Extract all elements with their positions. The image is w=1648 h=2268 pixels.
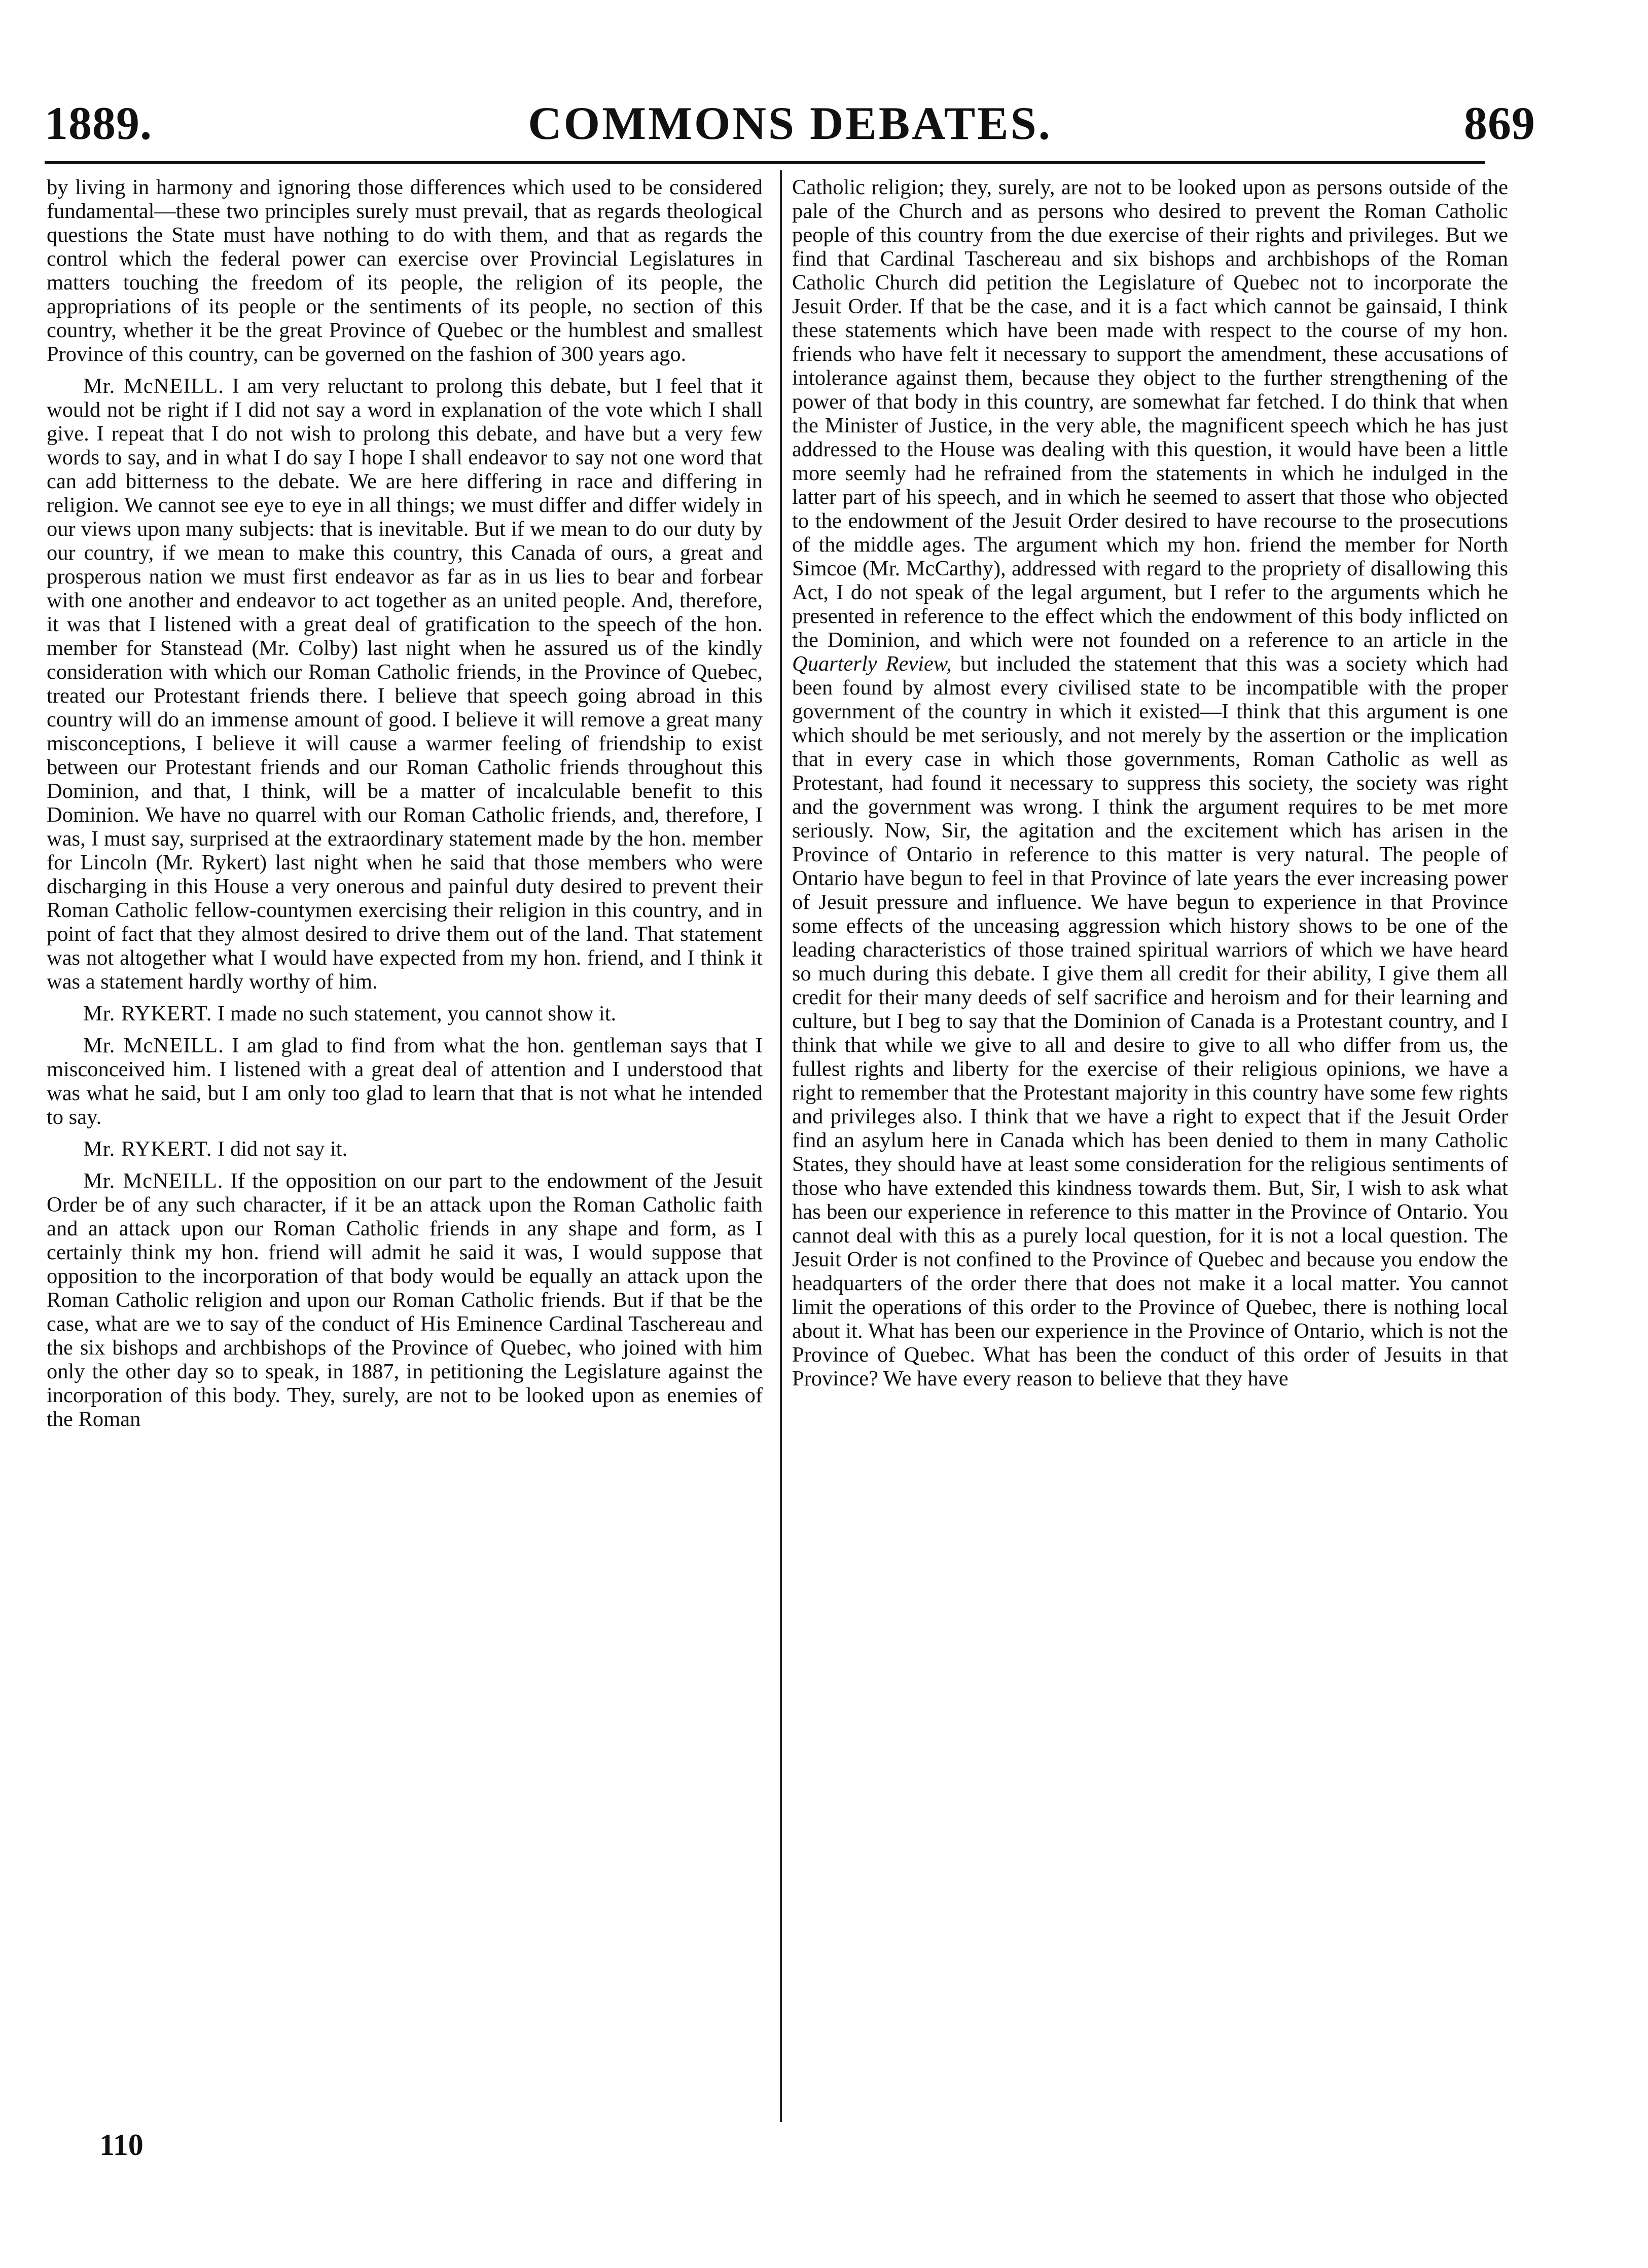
speaker-name: Mr. McNEILL. — [83, 1169, 224, 1193]
speech-mcneill-2 — [47, 1034, 763, 1129]
column-divider — [780, 170, 782, 2122]
signature-mark: 110 — [99, 2128, 144, 2162]
speech-text: I am glad to find from what the hon. gentleman says that I misconceived him. I listened with a great deal of attention and I understood that was what he said, but I am only too glad to learn that that is not what he intended to say. — [47, 1034, 763, 1129]
journal-title: Quarterly Review, — [792, 652, 952, 676]
paragraph-continuation — [792, 175, 1508, 1391]
speech-text: I did not say it. — [218, 1137, 348, 1161]
speech-text: I made no such statement, you cannot show it. — [218, 1002, 617, 1026]
paragraph-text: Catholic religion; they, surely, are not to be looked upon as persons outside of the pale of the Church and as persons who desired to prevent the Roman Catholic people of this country from the due exercise of their rights and privileges. But we find that Cardinal Taschereau and six bishops and archbishops of the Roman Catholic Church did petition the Legislature of Quebec not to incorporate the Jesuit Order. If that be the case, and it is a fact which cannot be gainsaid, I think these statements which have been made with respect to the course of my hon. friends who have felt it necessary to support the amendment, these accusations of intolerance against them, because they object to the further strengthening of the power of that body in this country, are somewhat far fetched. I do think that when the Minister of Justice, in the very able, the magnificent speech which he has just addressed to the House was dealing with this question, it would have been a little more seemly had he refrained from the statements in which he indulged in the latter part of his speech, and in which he seemed to assert that those who objected to the endowment of the Jesuit Order desired to have recourse to the prosecutions of the middle ages. The argument which my hon. friend the member for North Simcoe (Mr. McCarthy), addressed with regard to the propriety of disallowing this Act, I do not speak of the legal argument, but I refer to the arguments which he presented in reference to the effect which the endowment of this body inflicted on the Dominion, and which were not founded on a reference to an article in the — [792, 175, 1508, 652]
speaker-name: Mr. McNEILL. — [83, 1034, 224, 1057]
speaker-name: Mr. RYKERT. — [83, 1137, 212, 1161]
right-column — [792, 175, 1508, 2122]
speech-mcneill-1 — [47, 374, 763, 994]
speech-text: If the opposition on our part to the endowment of the Jesuit Order be of any such character, if it be an attack upon the Roman Catholic faith and an attack upon our Roman Catholic friends in any shape and form, as I certainly think my hon. friend will admit he said it was, I would suppose that opposition to the incorporation of that body would be equally an attack upon the Roman Catholic religion and upon our Roman Catholic friends. But if that be the case, what are we to say of the conduct of His Eminence Cardinal Taschereau and the six bishops and archbishops of the Province of Quebec, who joined with him only the other day so to speak, in 1887, in petitioning the Legislature against the incorporation of this body. They, surely, are not to be looked upon as enemies of the Roman — [47, 1169, 763, 1431]
header-year: 1889. — [45, 97, 152, 149]
running-title: COMMONS DEBATES. — [528, 97, 1052, 149]
speech-text: I am very reluctant to prolong this debate, but I feel that it would not be right if I did not say a word in explanation of the vote which I shall give. I repeat that I do not wish to prolong this debate, and have but a very few words to say, and in what I do say I hope I shall endeavor to say not one word that can add bitterness to the debate. We are here differing in race and differing in religion. We cannot see eye to eye in all things; we must differ and differ widely in our views upon many subjects: that is inevitable. But if we mean to do our duty by our country, if we mean to make this country, this Canada of ours, a great and prosperous nation we must first endeavor as far as in us lies to bear and forbear with one another and endeavor to act together as an united people. And, therefore, it was that I listened with a great deal of gratification to the speech of the hon. member for Stanstead (Mr. Colby) last night when he assured us of the kindly consideration with which our Roman Catholic friends, in the Province of Quebec, treated our Protestant friends there. I believe that speech going abroad in this country will do an immense amount of good. I believe it will remove a great many misconceptions, I believe it will cause a warmer feeling of friendship to exist between our Protestant friends and our Roman Catholic friends throughout this Dominion, and that, I think, will be a matter of incalculable benefit to this Dominion. We have no quarrel with our Roman Catholic friends, and, therefore, I was, I must say, surprised at the extraordinary statement made by the hon. member for Lincoln (Mr. Rykert) last night when he said that those members who were discharging in this House a very onerous and painful duty desired to prevent their Roman Catholic fellow-countymen exercising their religion in this country, and in point of fact that they almost desired to drive them out of the land. That statement was not altogether what I would have expected from my hon. friend, and I think it was a statement hardly worthy of him. — [47, 374, 763, 994]
speaker-name: Mr. RYKERT. — [83, 1002, 212, 1026]
speech-rykert-2 — [47, 1137, 763, 1161]
speaker-name: Mr. McNEILL. — [83, 374, 224, 398]
paragraph-text: by living in harmony and ignoring those differences which used to be considered fundamental—these two principles surely must prevail, that as regards theological questions the State must have nothing to do with them, and that as regards the control which the federal power can exercise over Provincial Legislatures in matters touching the freedom of its people, the religion of its people, the appropriations of its people or the sentiments of its people, no section of this country, whether it be the great Province of Quebec or the humblest and smallest Province of this country, can be governed on the fashion of 300 years ago. — [47, 175, 763, 366]
speech-mcneill-3 — [47, 1169, 763, 1431]
page-number: 869 — [1464, 97, 1535, 149]
speech-rykert-1 — [47, 1002, 763, 1026]
paragraph-continuation — [47, 175, 763, 366]
page-header — [45, 85, 1535, 161]
paragraph-text: but included the statement that this was a society which had been found by almost every civilised state to be incompatible with the proper government of the country in which it existed—I think that this argument is one which should be met seriously, and not merely by the assertion or the implication that in every case in which those governments, Roman Catholic as well as Protestant, had found it necessary to suppress this society, the society was right and the government was wrong. I think the argument requires to be met more seriously. Now, Sir, the agitation and the excitement which has arisen in the Province of Ontario in reference to this matter is very natural. The people of Ontario have begun to feel in that Province of late years the ever increasing power of Jesuit pressure and influence. We have begun to experience in that Province some effects of the unceasing aggression which history shows to be one of the leading characteristics of those trained spiritual warriors of which we have heard so much during this debate. I give them all credit for their ability, I give them all credit for their many deeds of self sacrifice and heroism and for their learning and culture, but I beg to say that the Dominion of Canada is a Protestant country, and I think that while we give to all and desire to give to all who differ from us, the fullest rights and liberty for the exercise of their religious opinions, we have a right to remember that the Protestant majority in this country have some few rights and privileges also. I think that we have a right to expect that if the Jesuit Order find an asylum here in Canada which has been denied to them in many Catholic States, they should have at least some consideration for the religious sentiments of those who have extended this kindness towards them. But, Sir, I wish to ask what has been our experience in reference to this matter in the Province of Ontario. You cannot deal with this as a purely local question, for it is not a local question. The Jesuit Order is not confined to the Province of Quebec and because you endow the headquarters of the order there that does not make it a local matter. You cannot limit the operations of this order to the Province of Quebec, there is nothing local about it. What has been our experience in the Province of Ontario, which is not the Province of Quebec. What has been the conduct of this order of Jesuits in that Province? We have every reason to believe that they have — [792, 652, 1508, 1391]
left-column — [47, 175, 763, 2122]
header-rule — [45, 161, 1485, 164]
